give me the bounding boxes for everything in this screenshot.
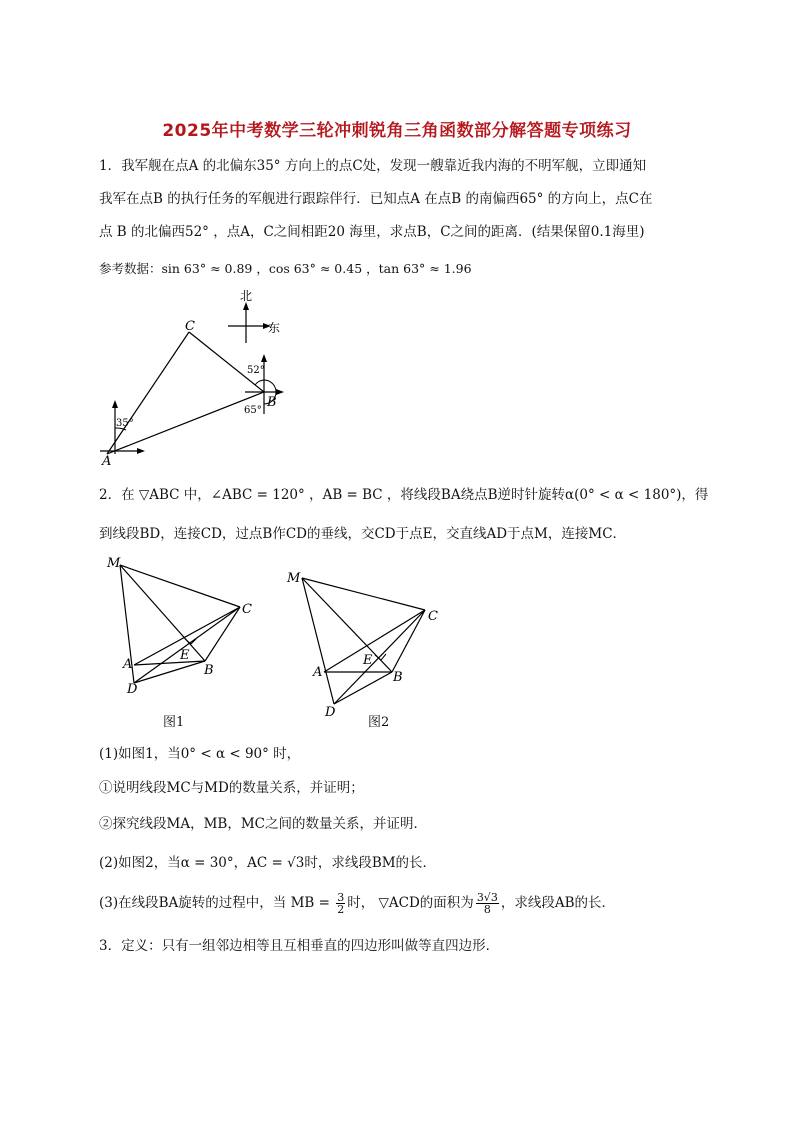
a-east-arrow (137, 448, 145, 454)
q2-part-1b: ②探究线段MA，MB，MC之间的数量关系，并证明． (99, 816, 427, 832)
q2-part-1a: ①说明线段MC与MD的数量关系，并证明； (99, 780, 364, 796)
q2-fraction-3-over-2 (336, 892, 345, 915)
fig2-label-e: E (363, 653, 373, 668)
fraction-numerator: 3√3 (476, 891, 498, 904)
fig1-label-c: C (242, 602, 252, 617)
b-angle-label-65: 65° (244, 405, 262, 416)
fig2-label-b: B (393, 670, 403, 685)
q3-line-1: 3．定义：只有一组邻边相等且互相垂直的四边形叫做等直四边形． (99, 938, 500, 954)
a-north-arrow (112, 400, 118, 408)
fraction-denominator: 8 (483, 903, 491, 916)
q1-line-3: 点 B 的北偏西52° ，点A，C之间相距20 海里，求点B，C之间的距离．(结果保留0.1海里) (99, 224, 645, 240)
fraction-denominator: 2 (337, 903, 345, 916)
q2-line-2: 到线段BD，连接CD，过点B作CD的垂线，交CD于点E，交直线AD于点M，连接MC． (99, 526, 627, 542)
fig1-segment-dc (134, 607, 240, 683)
q2-figure-1 (105, 555, 265, 700)
page-title: 2025年中考数学三轮冲刺锐角三角函数部分解答题专项练习 (162, 121, 632, 141)
q2-part-3-text-b: 时， ▽ACD的面积为 (347, 895, 474, 911)
fig1-label-e: E (180, 648, 190, 663)
fig2-caption: 图2 (368, 715, 390, 730)
q2-part-2: (2)如图2，当α = 30°，AC = √3时，求线段BM的长． (99, 855, 437, 871)
a-angle-label: 35° (116, 418, 134, 429)
point-c-label: C (185, 319, 195, 334)
fig2-label-a: A (313, 665, 323, 680)
compass-north-arrow (243, 302, 249, 310)
b-angle-arc-52 (255, 380, 264, 385)
q1-reference-data: 参考数据：sin 63° ≈ 0.89 ，cos 63° ≈ 0.45 ，tan 63° ≈ 1.96 (99, 261, 472, 276)
fig2-label-d: D (325, 705, 336, 718)
q2-part-1: (1)如图1，当0° < α < 90° 时， (99, 746, 301, 762)
q2-part-3 (99, 892, 699, 915)
fig1-label-a: A (123, 657, 133, 672)
q1-figure (95, 288, 295, 468)
compass-north-label: 北 (240, 289, 253, 303)
b-east-arrow (276, 389, 284, 395)
point-b-label: B (267, 395, 277, 410)
point-a-label: A (102, 454, 112, 468)
q2-line-1: 2．在 ▽ABC 中，∠ABC = 120° ，AB = BC ，将线段BA绕点B逆时针旋转α(0° < α < 180°)，得 (99, 487, 709, 503)
b-angle-label-52: 52° (247, 365, 265, 376)
fig1-label-m: M (107, 556, 121, 571)
q2-fraction-area (476, 892, 499, 915)
b-north-arrow (261, 354, 267, 362)
fig1-caption: 图1 (163, 715, 185, 730)
q1-line-1: 1．我军舰在点A 的北偏东35° 方向上的点C处，发现一艘靠近我内海的不明军舰，立即通知 (99, 158, 647, 174)
q2-part-3-text-c: ，求线段AB的长． (500, 895, 615, 911)
segment-cb (189, 332, 264, 392)
segment-ac (107, 332, 189, 454)
fig2-segment-cb (392, 610, 425, 672)
q2-figure-2 (285, 568, 450, 718)
fig2-segment-md (302, 578, 334, 704)
fig1-label-b: B (204, 663, 214, 678)
compass-east-label: 东 (268, 321, 281, 335)
fig1-segment-cb (205, 607, 240, 661)
fig2-label-c: C (428, 609, 438, 624)
fig2-segment-mc (302, 578, 425, 610)
fraction-numerator: 3 (337, 891, 345, 904)
q2-part-3-text-a: (3)在线段BA旋转的过程中，当 MB = (99, 895, 335, 911)
q1-line-2: 我军在点B 的执行任务的军舰进行跟踪伴行．已知点A 在点B 的南偏西65° 的方向上，点C在 (99, 191, 653, 207)
fig2-segment-db (334, 672, 392, 704)
fig1-label-d: D (127, 682, 138, 697)
fig2-label-m: M (287, 571, 301, 586)
